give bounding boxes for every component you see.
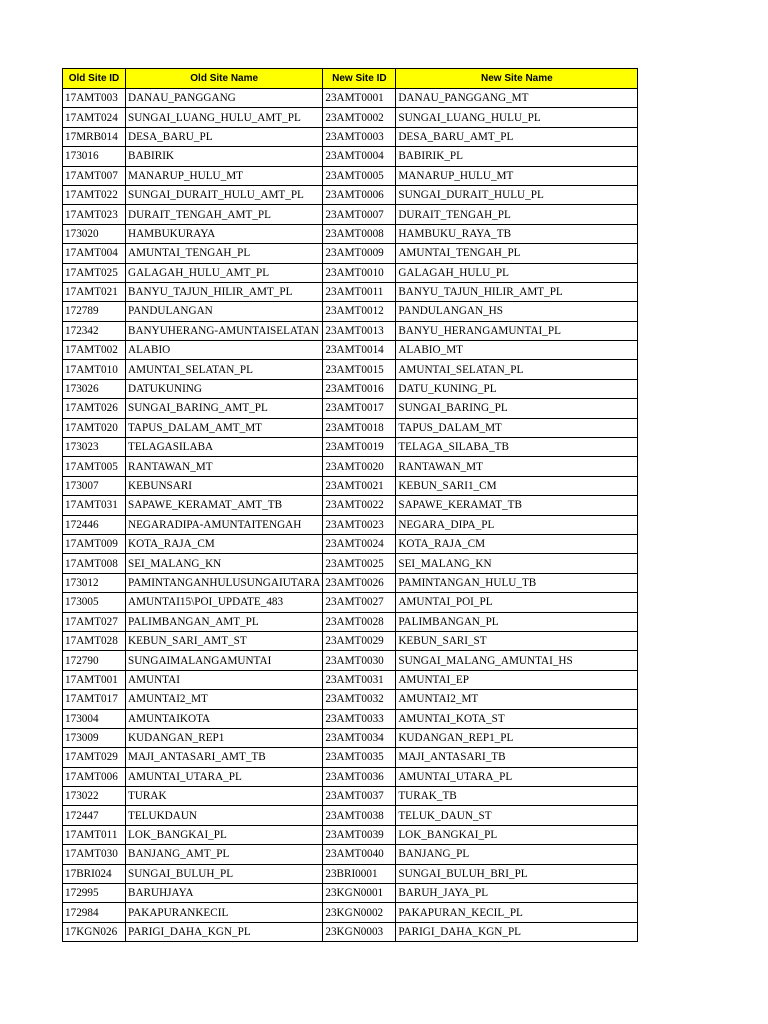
new-site-name-cell[interactable]: SUNGAI_BULUH_BRI_PL — [396, 864, 638, 883]
old-site-name-cell[interactable]: RANTAWAN_MT — [126, 457, 323, 476]
old-site-name-cell[interactable]: BANYU_TAJUN_HILIR_AMT_PL — [126, 282, 323, 301]
old-site-id-cell[interactable]: 17AMT007 — [63, 166, 126, 185]
table-row — [63, 457, 638, 476]
old-site-id-cell[interactable]: 173022 — [63, 787, 126, 806]
table-row — [63, 573, 638, 592]
old-site-id-cell[interactable]: 173026 — [63, 379, 126, 398]
old-site-name-cell[interactable]: PAMINTANGANHULUSUNGAIUTARA — [126, 573, 323, 592]
header-old-site-name[interactable]: Old Site Name — [126, 69, 323, 89]
table-row — [63, 670, 638, 689]
new-site-name-cell[interactable]: PALIMBANGAN_PL — [396, 612, 638, 631]
old-site-name-cell[interactable]: AMUNTAI — [126, 670, 323, 689]
new-site-id-cell[interactable]: 23AMT0033 — [323, 709, 396, 728]
old-site-id-cell[interactable]: 17AMT027 — [63, 612, 126, 631]
old-site-name-cell[interactable]: PAKAPURANKECIL — [126, 903, 323, 922]
new-site-id-cell[interactable]: 23AMT0016 — [323, 379, 396, 398]
old-site-id-cell[interactable]: 172995 — [63, 884, 126, 903]
old-site-id-cell[interactable]: 172789 — [63, 302, 126, 321]
new-site-name-cell[interactable]: SUNGAI_BARING_PL — [396, 399, 638, 418]
old-site-id-cell[interactable]: 173020 — [63, 224, 126, 243]
new-site-id-cell[interactable]: 23AMT0032 — [323, 690, 396, 709]
new-site-id-cell[interactable]: 23AMT0023 — [323, 515, 396, 534]
old-site-name-cell[interactable]: PANDULANGAN — [126, 302, 323, 321]
new-site-id-cell[interactable]: 23AMT0022 — [323, 496, 396, 515]
table-row — [63, 321, 638, 340]
table-row — [63, 554, 638, 573]
new-site-id-cell[interactable]: 23AMT0037 — [323, 787, 396, 806]
table-row — [63, 263, 638, 282]
new-site-name-cell[interactable]: AMUNTAI2_MT — [396, 690, 638, 709]
old-site-id-cell[interactable]: 17AMT005 — [63, 457, 126, 476]
old-site-id-cell[interactable]: 17AMT004 — [63, 244, 126, 263]
old-site-name-cell[interactable]: BARUHJAYA — [126, 884, 323, 903]
new-site-id-cell[interactable]: 23AMT0005 — [323, 166, 396, 185]
old-site-id-cell[interactable]: 17AMT024 — [63, 108, 126, 127]
new-site-id-cell[interactable]: 23AMT0019 — [323, 438, 396, 457]
old-site-id-cell[interactable]: 17AMT023 — [63, 205, 126, 224]
old-site-name-cell[interactable]: TAPUS_DALAM_AMT_MT — [126, 418, 323, 437]
table-row — [63, 244, 638, 263]
table-row — [63, 593, 638, 612]
old-site-name-cell[interactable]: DURAIT_TENGAH_AMT_PL — [126, 205, 323, 224]
old-site-name-cell[interactable]: KOTA_RAJA_CM — [126, 534, 323, 553]
new-site-name-cell[interactable]: TURAK_TB — [396, 787, 638, 806]
old-site-name-cell[interactable]: AMUNTAIKOTA — [126, 709, 323, 728]
new-site-name-cell[interactable]: PARIGI_DAHA_KGN_PL — [396, 922, 638, 941]
new-site-name-cell[interactable]: SEI_MALANG_KN — [396, 554, 638, 573]
table-row — [63, 690, 638, 709]
new-site-name-cell[interactable]: BANJANG_PL — [396, 845, 638, 864]
new-site-name-cell[interactable]: AMUNTAI_EP — [396, 670, 638, 689]
old-site-name-cell[interactable]: AMUNTAI_UTARA_PL — [126, 767, 323, 786]
new-site-id-cell[interactable]: 23AMT0010 — [323, 263, 396, 282]
table-body — [63, 89, 638, 942]
old-site-id-cell[interactable]: 17KGN026 — [63, 922, 126, 941]
table-row — [63, 631, 638, 650]
new-site-name-cell[interactable]: AMUNTAI_SELATAN_PL — [396, 360, 638, 379]
old-site-name-cell[interactable]: MAJI_ANTASARI_AMT_TB — [126, 748, 323, 767]
new-site-name-cell[interactable]: AMUNTAI_KOTA_ST — [396, 709, 638, 728]
old-site-id-cell[interactable]: 172790 — [63, 651, 126, 670]
new-site-id-cell[interactable]: 23AMT0031 — [323, 670, 396, 689]
old-site-id-cell[interactable]: 17AMT021 — [63, 282, 126, 301]
old-site-id-cell[interactable]: 17AMT030 — [63, 845, 126, 864]
new-site-name-cell[interactable]: MAJI_ANTASARI_TB — [396, 748, 638, 767]
new-site-id-cell[interactable]: 23KGN0002 — [323, 903, 396, 922]
new-site-id-cell[interactable]: 23AMT0017 — [323, 399, 396, 418]
table-row — [63, 884, 638, 903]
new-site-name-cell[interactable]: BARUH_JAYA_PL — [396, 884, 638, 903]
old-site-name-cell[interactable]: KUDANGAN_REP1 — [126, 728, 323, 747]
table-row — [63, 767, 638, 786]
table-row — [63, 709, 638, 728]
new-site-name-cell[interactable]: SUNGAI_DURAIT_HULU_PL — [396, 185, 638, 204]
table-row — [63, 147, 638, 166]
old-site-id-cell[interactable]: 173012 — [63, 573, 126, 592]
old-site-id-cell[interactable]: 17AMT025 — [63, 263, 126, 282]
table-row — [63, 438, 638, 457]
table-row — [63, 108, 638, 127]
old-site-id-cell[interactable]: 17BRI024 — [63, 864, 126, 883]
new-site-name-cell[interactable]: DESA_BARU_AMT_PL — [396, 127, 638, 146]
table-row — [63, 302, 638, 321]
old-site-name-cell[interactable]: SUNGAI_BULUH_PL — [126, 864, 323, 883]
new-site-id-cell[interactable]: 23AMT0038 — [323, 806, 396, 825]
new-site-name-cell[interactable]: KUDANGAN_REP1_PL — [396, 728, 638, 747]
old-site-name-cell[interactable]: BANJANG_AMT_PL — [126, 845, 323, 864]
old-site-name-cell[interactable]: NEGARADIPA-AMUNTAITENGAH — [126, 515, 323, 534]
new-site-name-cell[interactable]: RANTAWAN_MT — [396, 457, 638, 476]
old-site-id-cell[interactable]: 173007 — [63, 476, 126, 495]
new-site-id-cell[interactable]: 23AMT0002 — [323, 108, 396, 127]
old-site-id-cell[interactable]: 17AMT017 — [63, 690, 126, 709]
new-site-id-cell[interactable]: 23AMT0035 — [323, 748, 396, 767]
header-new-site-name[interactable]: New Site Name — [396, 69, 638, 89]
old-site-id-cell[interactable]: 172447 — [63, 806, 126, 825]
new-site-name-cell[interactable]: KEBUN_SARI1_CM — [396, 476, 638, 495]
table-row — [63, 166, 638, 185]
old-site-name-cell[interactable]: TELAGASILABA — [126, 438, 323, 457]
new-site-id-cell[interactable]: 23AMT0018 — [323, 418, 396, 437]
new-site-name-cell[interactable]: BANYU_HERANGAMUNTAI_PL — [396, 321, 638, 340]
old-site-name-cell[interactable]: AMUNTAI_TENGAH_PL — [126, 244, 323, 263]
old-site-id-cell[interactable]: 17AMT031 — [63, 496, 126, 515]
old-site-name-cell[interactable]: DANAU_PANGGANG — [126, 89, 323, 108]
old-site-name-cell[interactable]: SUNGAI_BARING_AMT_PL — [126, 399, 323, 418]
new-site-name-cell[interactable]: TELAGA_SILABA_TB — [396, 438, 638, 457]
table-row — [63, 282, 638, 301]
new-site-id-cell[interactable]: 23AMT0013 — [323, 321, 396, 340]
new-site-id-cell[interactable]: 23AMT0027 — [323, 593, 396, 612]
new-site-id-cell[interactable]: 23AMT0036 — [323, 767, 396, 786]
old-site-name-cell[interactable]: MANARUP_HULU_MT — [126, 166, 323, 185]
new-site-name-cell[interactable]: DANAU_PANGGANG_MT — [396, 89, 638, 108]
table-row — [63, 728, 638, 747]
new-site-name-cell[interactable]: SAPAWE_KERAMAT_TB — [396, 496, 638, 515]
old-site-name-cell[interactable]: SUNGAI_DURAIT_HULU_AMT_PL — [126, 185, 323, 204]
old-site-id-cell[interactable]: 17AMT010 — [63, 360, 126, 379]
new-site-id-cell[interactable]: 23AMT0030 — [323, 651, 396, 670]
old-site-name-cell[interactable]: AMUNTAI15\POI_UPDATE_483 — [126, 593, 323, 612]
old-site-id-cell[interactable]: 173004 — [63, 709, 126, 728]
new-site-name-cell[interactable]: DURAIT_TENGAH_PL — [396, 205, 638, 224]
table-row — [63, 903, 638, 922]
table-row — [63, 787, 638, 806]
table-row — [63, 651, 638, 670]
new-site-id-cell[interactable]: 23AMT0034 — [323, 728, 396, 747]
table-row — [63, 89, 638, 108]
old-site-id-cell[interactable]: 172984 — [63, 903, 126, 922]
new-site-name-cell[interactable]: AMUNTAI_POI_PL — [396, 593, 638, 612]
table-row — [63, 612, 638, 631]
table-row — [63, 845, 638, 864]
new-site-name-cell[interactable]: PAKAPURAN_KECIL_PL — [396, 903, 638, 922]
old-site-id-cell[interactable]: 173005 — [63, 593, 126, 612]
old-site-name-cell[interactable]: BABIRIK — [126, 147, 323, 166]
new-site-name-cell[interactable]: LOK_BANGKAI_PL — [396, 825, 638, 844]
table-row — [63, 360, 638, 379]
table-row — [63, 825, 638, 844]
old-site-name-cell[interactable]: SUNGAIMALANGAMUNTAI — [126, 651, 323, 670]
new-site-id-cell[interactable]: 23AMT0007 — [323, 205, 396, 224]
old-site-name-cell[interactable]: SEI_MALANG_KN — [126, 554, 323, 573]
new-site-id-cell[interactable]: 23AMT0008 — [323, 224, 396, 243]
table-row — [63, 399, 638, 418]
table-row — [63, 864, 638, 883]
new-site-name-cell[interactable]: BANYU_TAJUN_HILIR_AMT_PL — [396, 282, 638, 301]
old-site-name-cell[interactable]: DESA_BARU_PL — [126, 127, 323, 146]
old-site-id-cell[interactable]: 17AMT001 — [63, 670, 126, 689]
old-site-id-cell[interactable]: 173009 — [63, 728, 126, 747]
table-row — [63, 806, 638, 825]
new-site-name-cell[interactable]: MANARUP_HULU_MT — [396, 166, 638, 185]
old-site-name-cell[interactable]: HAMBUKURAYA — [126, 224, 323, 243]
old-site-id-cell[interactable]: 173016 — [63, 147, 126, 166]
table-row — [63, 418, 638, 437]
new-site-id-cell[interactable]: 23AMT0025 — [323, 554, 396, 573]
old-site-id-cell[interactable]: 17AMT008 — [63, 554, 126, 573]
old-site-name-cell[interactable]: AMUNTAI2_MT — [126, 690, 323, 709]
table-row — [63, 922, 638, 941]
old-site-name-cell[interactable]: PARIGI_DAHA_KGN_PL — [126, 922, 323, 941]
table-row — [63, 185, 638, 204]
header-new-site-id[interactable]: New Site ID — [323, 69, 396, 89]
old-site-id-cell[interactable]: 17MRB014 — [63, 127, 126, 146]
new-site-name-cell[interactable]: BABIRIK_PL — [396, 147, 638, 166]
new-site-name-cell[interactable]: SUNGAI_MALANG_AMUNTAI_HS — [396, 651, 638, 670]
table-row — [63, 127, 638, 146]
new-site-id-cell[interactable]: 23AMT0024 — [323, 534, 396, 553]
new-site-name-cell[interactable]: TELUK_DAUN_ST — [396, 806, 638, 825]
new-site-id-cell[interactable]: 23AMT0021 — [323, 476, 396, 495]
new-site-name-cell[interactable]: SUNGAI_LUANG_HULU_PL — [396, 108, 638, 127]
table-row — [63, 515, 638, 534]
old-site-id-cell[interactable]: 17AMT003 — [63, 89, 126, 108]
old-site-id-cell[interactable]: 17AMT011 — [63, 825, 126, 844]
old-site-id-cell[interactable]: 173023 — [63, 438, 126, 457]
old-site-name-cell[interactable]: SUNGAI_LUANG_HULU_AMT_PL — [126, 108, 323, 127]
new-site-id-cell[interactable]: 23AMT0011 — [323, 282, 396, 301]
new-site-id-cell[interactable]: 23AMT0039 — [323, 825, 396, 844]
old-site-id-cell[interactable]: 17AMT002 — [63, 341, 126, 360]
old-site-name-cell[interactable]: GALAGAH_HULU_AMT_PL — [126, 263, 323, 282]
old-site-id-cell[interactable]: 17AMT029 — [63, 748, 126, 767]
old-site-id-cell[interactable]: 172342 — [63, 321, 126, 340]
new-site-name-cell[interactable]: KEBUN_SARI_ST — [396, 631, 638, 650]
old-site-id-cell[interactable]: 17AMT026 — [63, 399, 126, 418]
old-site-name-cell[interactable]: PALIMBANGAN_AMT_PL — [126, 612, 323, 631]
new-site-name-cell[interactable]: ALABIO_MT — [396, 341, 638, 360]
old-site-id-cell[interactable]: 17AMT022 — [63, 185, 126, 204]
new-site-name-cell[interactable]: AMUNTAI_UTARA_PL — [396, 767, 638, 786]
new-site-name-cell[interactable]: HAMBUKU_RAYA_TB — [396, 224, 638, 243]
table-row — [63, 379, 638, 398]
new-site-id-cell[interactable]: 23AMT0003 — [323, 127, 396, 146]
new-site-id-cell[interactable]: 23AMT0009 — [323, 244, 396, 263]
old-site-name-cell[interactable]: KEBUN_SARI_AMT_ST — [126, 631, 323, 650]
old-site-name-cell[interactable]: TURAK — [126, 787, 323, 806]
new-site-id-cell[interactable]: 23AMT0040 — [323, 845, 396, 864]
old-site-id-cell[interactable]: 172446 — [63, 515, 126, 534]
new-site-name-cell[interactable]: GALAGAH_HULU_PL — [396, 263, 638, 282]
old-site-name-cell[interactable]: LOK_BANGKAI_PL — [126, 825, 323, 844]
header-old-site-id[interactable]: Old Site ID — [63, 69, 126, 89]
old-site-name-cell[interactable]: ALABIO — [126, 341, 323, 360]
table-row — [63, 205, 638, 224]
new-site-id-cell[interactable]: 23AMT0029 — [323, 631, 396, 650]
new-site-id-cell[interactable]: 23AMT0012 — [323, 302, 396, 321]
table-row — [63, 748, 638, 767]
site-mapping-table — [62, 68, 638, 942]
table-row — [63, 496, 638, 515]
old-site-id-cell[interactable]: 17AMT020 — [63, 418, 126, 437]
new-site-id-cell[interactable]: 23KGN0001 — [323, 884, 396, 903]
new-site-id-cell[interactable]: 23AMT0014 — [323, 341, 396, 360]
old-site-name-cell[interactable]: TELUKDAUN — [126, 806, 323, 825]
old-site-name-cell[interactable]: BANYUHERANG-AMUNTAISELATAN — [126, 321, 323, 340]
new-site-id-cell[interactable]: 23AMT0026 — [323, 573, 396, 592]
table-row — [63, 476, 638, 495]
old-site-name-cell[interactable]: SAPAWE_KERAMAT_AMT_TB — [126, 496, 323, 515]
old-site-id-cell[interactable]: 17AMT009 — [63, 534, 126, 553]
old-site-name-cell[interactable]: KEBUNSARI — [126, 476, 323, 495]
new-site-name-cell[interactable]: PANDULANGAN_HS — [396, 302, 638, 321]
new-site-name-cell[interactable]: AMUNTAI_TENGAH_PL — [396, 244, 638, 263]
new-site-id-cell[interactable]: 23AMT0020 — [323, 457, 396, 476]
new-site-id-cell[interactable]: 23AMT0015 — [323, 360, 396, 379]
new-site-id-cell[interactable]: 23AMT0006 — [323, 185, 396, 204]
old-site-name-cell[interactable]: DATUKUNING — [126, 379, 323, 398]
old-site-name-cell[interactable]: AMUNTAI_SELATAN_PL — [126, 360, 323, 379]
table-row — [63, 534, 638, 553]
table-row — [63, 224, 638, 243]
table-row — [63, 341, 638, 360]
old-site-id-cell[interactable]: 17AMT028 — [63, 631, 126, 650]
new-site-name-cell[interactable]: TAPUS_DALAM_MT — [396, 418, 638, 437]
old-site-id-cell[interactable]: 17AMT006 — [63, 767, 126, 786]
new-site-id-cell[interactable]: 23AMT0001 — [323, 89, 396, 108]
new-site-id-cell[interactable]: 23AMT0004 — [323, 147, 396, 166]
new-site-id-cell[interactable]: 23AMT0028 — [323, 612, 396, 631]
new-site-name-cell[interactable]: PAMINTANGAN_HULU_TB — [396, 573, 638, 592]
header-row — [63, 69, 638, 89]
new-site-id-cell[interactable]: 23KGN0003 — [323, 922, 396, 941]
new-site-name-cell[interactable]: DATU_KUNING_PL — [396, 379, 638, 398]
new-site-name-cell[interactable]: NEGARA_DIPA_PL — [396, 515, 638, 534]
new-site-name-cell[interactable]: KOTA_RAJA_CM — [396, 534, 638, 553]
new-site-id-cell[interactable]: 23BRI0001 — [323, 864, 396, 883]
